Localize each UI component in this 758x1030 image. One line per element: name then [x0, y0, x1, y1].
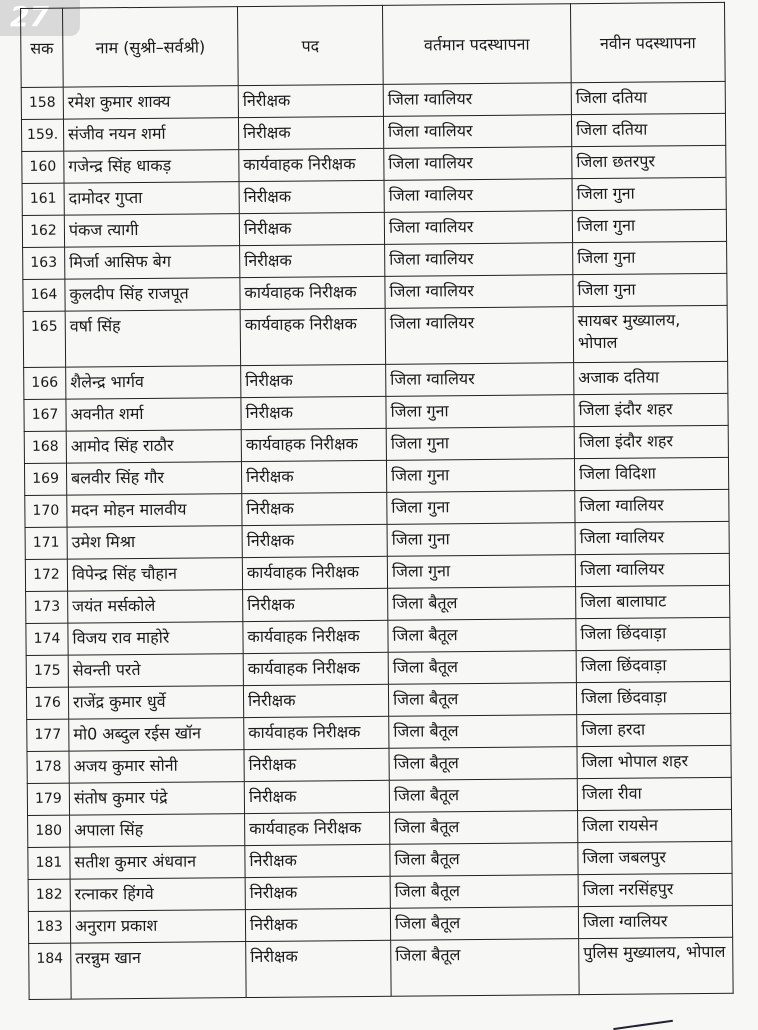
header-name: नाम (सुश्री–सर्वश्री)	[63, 7, 239, 88]
cell-post: कार्यवाहक निरीक्षक	[243, 652, 388, 685]
cell-new-posting: जिला ग्वालियर	[578, 905, 732, 938]
cell-new-posting: जिला गुना	[572, 209, 726, 242]
cell-current-posting: जिला ग्वालियर	[385, 243, 573, 277]
cell-current-posting: जिला बैतूल	[389, 715, 577, 749]
cell-current-posting: जिला बैतूल	[390, 843, 578, 877]
cell-new-posting-text: सायबर मुख्यालय, भोपाल	[577, 310, 681, 353]
cell-new-posting: जिला बालाघाट	[576, 585, 730, 618]
cell-current-posting: जिला बैतूल	[388, 587, 576, 621]
signature-mark	[611, 1004, 673, 1030]
cell-current-posting: जिला ग्वालियर	[383, 115, 571, 149]
cell-current-posting: जिला बैतूल	[390, 875, 578, 909]
cell-current-posting: जिला ग्वालियर	[386, 363, 574, 397]
cell-name: अपाला सिंह	[70, 814, 245, 848]
cell-serial: 184	[29, 943, 71, 999]
cell-new-posting: जिला रायसेन	[578, 809, 732, 842]
cell-new-posting: जिला ग्वालियर	[575, 521, 729, 554]
cell-post: कार्यवाहक निरीक्षक	[242, 556, 387, 589]
cell-new-posting: जिला ग्वालियर	[575, 553, 729, 586]
cell-name: आमोद सिंह राठौर	[66, 430, 241, 464]
cell-new-posting-text: पुलिस मुख्यालय, भोपाल	[583, 941, 726, 963]
cell-current-posting: जिला ग्वालियर	[384, 147, 572, 181]
cell-name: मिर्जा आसिफ बेग	[65, 246, 240, 280]
cell-serial: 179	[27, 783, 69, 815]
cell-serial: 171	[25, 527, 67, 559]
cell-serial: 159.	[21, 119, 63, 151]
cell-current-posting: जिला बैतूल	[388, 683, 576, 717]
cell-current-posting: जिला बैतूल	[389, 779, 577, 813]
cell-name: पंकज त्यागी	[64, 214, 239, 248]
cell-name: विजय राव माहोरे	[68, 622, 243, 656]
cell-current-posting: जिला गुना	[387, 523, 575, 557]
cell-serial: 174	[26, 623, 68, 655]
cell-name: उमेश मिश्रा	[67, 526, 242, 560]
cell-name: शैलेन्द्र भार्गव	[66, 366, 241, 400]
cell-serial: 178	[27, 751, 69, 783]
cell-post: निरीक्षक	[243, 588, 388, 621]
cell-current-posting: जिला बैतूल	[391, 939, 579, 997]
cell-name: दामोदर गुप्ता	[64, 182, 239, 216]
cell-current-posting: जिला बैतूल	[390, 907, 578, 941]
cell-post: निरीक्षक	[239, 180, 384, 213]
cell-name: सेवन्ती परते	[68, 654, 243, 688]
cell-serial: 169	[24, 463, 66, 495]
cell-new-posting: जिला इंदौर शहर	[574, 393, 728, 426]
cell-current-posting: जिला ग्वालियर	[384, 211, 572, 245]
cell-post: निरीक्षक	[245, 844, 390, 877]
cell-new-posting: जिला जबलपुर	[578, 841, 732, 874]
cell-current-posting: जिला गुना	[386, 427, 574, 461]
cell-name: संजीव नयन शर्मा	[63, 118, 238, 152]
cell-name: जयंत मर्सकोले	[68, 590, 243, 624]
header-current-posting: वर्तमान पदस्थापना	[382, 4, 571, 85]
cell-name: तरन्नुम खान	[71, 942, 246, 1000]
cell-post: निरीक्षक	[238, 84, 383, 117]
cell-new-posting	[579, 937, 733, 994]
cell-post: कार्यवाहक निरीक्षक	[239, 148, 384, 181]
cell-name: अनुराग प्रकाश	[70, 910, 245, 944]
header-new-posting: नवीन पदस्थापना	[570, 2, 725, 82]
cell-current-posting: जिला गुना	[386, 459, 574, 493]
cell-new-posting: जिला रीवा	[577, 777, 731, 810]
cell-current-posting: जिला बैतूल	[388, 651, 576, 685]
cell-name: कुलदीप सिंह राजपूत	[65, 278, 240, 312]
cell-serial: 160	[22, 151, 64, 183]
cell-new-posting: जिला दतिया	[571, 81, 725, 114]
cell-post: कार्यवाहक निरीक्षक	[240, 276, 385, 309]
cell-name: वर्षा सिंह	[65, 310, 240, 368]
cell-serial: 180	[28, 815, 70, 847]
cell-serial: 166	[24, 367, 66, 399]
cell-post: निरीक्षक	[241, 396, 386, 429]
cell-serial: 158	[21, 87, 63, 119]
cell-serial: 167	[24, 399, 66, 431]
cell-current-posting: जिला ग्वालियर	[383, 83, 571, 117]
cell-name: विपेन्द्र सिंह चौहान	[67, 558, 242, 592]
cell-post: निरीक्षक	[241, 364, 386, 397]
cell-serial: 177	[27, 719, 69, 751]
cell-name: रत्नाकर हिंगवे	[70, 878, 245, 912]
cell-new-posting: जिला गुना	[573, 241, 727, 274]
cell-post: कार्यवाहक निरीक्षक	[240, 308, 385, 365]
cell-post: कार्यवाहक निरीक्षक	[243, 620, 388, 653]
cell-new-posting: जिला छिंदवाड़ा	[576, 681, 730, 714]
cell-new-posting: जिला गुना	[572, 177, 726, 210]
cell-post: कार्यवाहक निरीक्षक	[241, 428, 386, 461]
cell-post: निरीक्षक	[241, 460, 386, 493]
cell-new-posting: जिला इंदौर शहर	[574, 425, 728, 458]
cell-name: गजेन्द्र सिंह धाकड़	[64, 150, 239, 184]
cell-name: मदन मोहन मालवीय	[67, 494, 242, 528]
header-post: पद	[237, 5, 383, 85]
cell-new-posting: अजाक दतिया	[574, 361, 728, 394]
cell-name: संतोष कुमार पंद्रे	[69, 782, 244, 816]
cell-current-posting: जिला गुना	[386, 395, 574, 429]
table-body	[21, 81, 733, 999]
cell-new-posting	[573, 305, 727, 362]
cell-post: निरीक्षक	[244, 780, 389, 813]
cell-post: निरीक्षक	[242, 492, 387, 525]
table-header-row	[21, 2, 726, 87]
cell-post: निरीक्षक	[242, 524, 387, 557]
cell-serial: 183	[28, 911, 70, 943]
cell-serial: 163	[23, 247, 65, 279]
cell-post: निरीक्षक	[238, 116, 383, 149]
cell-name: सतीश कुमार अंधवान	[70, 846, 245, 880]
cell-name: मो0 अब्दुल रईस खॉन	[69, 718, 244, 752]
cell-serial: 165	[23, 311, 65, 367]
cell-current-posting: जिला गुना	[387, 555, 575, 589]
cell-serial: 175	[26, 655, 68, 687]
cell-serial: 182	[28, 879, 70, 911]
cell-serial: 164	[23, 279, 65, 311]
cell-post: निरीक्षक	[245, 876, 390, 909]
cell-name: राजेंद्र कुमार धुर्वे	[68, 686, 243, 720]
cell-new-posting: जिला छतरपुर	[572, 145, 726, 178]
cell-current-posting: जिला ग्वालियर	[384, 179, 572, 213]
cell-post: कार्यवाहक निरीक्षक	[245, 812, 390, 845]
cell-name: रमेश कुमार शाक्य	[63, 86, 238, 120]
cell-new-posting: जिला विदिशा	[574, 457, 728, 490]
transfer-table	[20, 2, 734, 1000]
cell-post: निरीक्षक	[244, 748, 389, 781]
cell-serial: 173	[26, 591, 68, 623]
cell-current-posting: जिला बैतूल	[388, 619, 576, 653]
cell-new-posting: जिला गुना	[573, 273, 727, 306]
cell-serial: 161	[22, 183, 64, 215]
cell-current-posting: जिला ग्वालियर	[385, 307, 573, 365]
cell-serial: 181	[28, 847, 70, 879]
table-row	[23, 305, 727, 367]
cell-name: बलवीर सिंह गौर	[66, 462, 241, 496]
document-sheet	[20, 2, 733, 1000]
cell-post: निरीक्षक	[239, 212, 384, 245]
cell-name: अवनीत शर्मा	[66, 398, 241, 432]
cell-post: निरीक्षक	[240, 244, 385, 277]
cell-new-posting: जिला छिंदवाड़ा	[576, 649, 730, 682]
cell-name: अजय कुमार सोनी	[69, 750, 244, 784]
cell-current-posting: जिला बैतूल	[389, 747, 577, 781]
cell-serial: 176	[26, 687, 68, 719]
cell-post: कार्यवाहक निरीक्षक	[244, 716, 389, 749]
cell-new-posting: जिला भोपाल शहर	[577, 745, 731, 778]
header-serial: सक	[21, 8, 64, 87]
cell-current-posting: जिला बैतूल	[390, 811, 578, 845]
cell-new-posting: जिला छिंदवाड़ा	[576, 617, 730, 650]
cell-serial: 170	[25, 495, 67, 527]
cell-serial: 162	[22, 215, 64, 247]
cell-current-posting: जिला ग्वालियर	[385, 275, 573, 309]
cell-post: निरीक्षक	[243, 684, 388, 717]
cell-post: निरीक्षक	[246, 940, 391, 997]
cell-new-posting: जिला ग्वालियर	[575, 489, 729, 522]
cell-serial: 172	[25, 559, 67, 591]
table-row	[29, 937, 733, 999]
cell-post: निरीक्षक	[245, 908, 390, 941]
corner-page-mark: 27	[0, 0, 80, 36]
cell-new-posting: जिला दतिया	[571, 113, 725, 146]
cell-new-posting: जिला नरसिंहपुर	[578, 873, 732, 906]
cell-current-posting: जिला गुना	[387, 491, 575, 525]
cell-new-posting: जिला हरदा	[577, 713, 731, 746]
cell-serial: 168	[24, 431, 66, 463]
